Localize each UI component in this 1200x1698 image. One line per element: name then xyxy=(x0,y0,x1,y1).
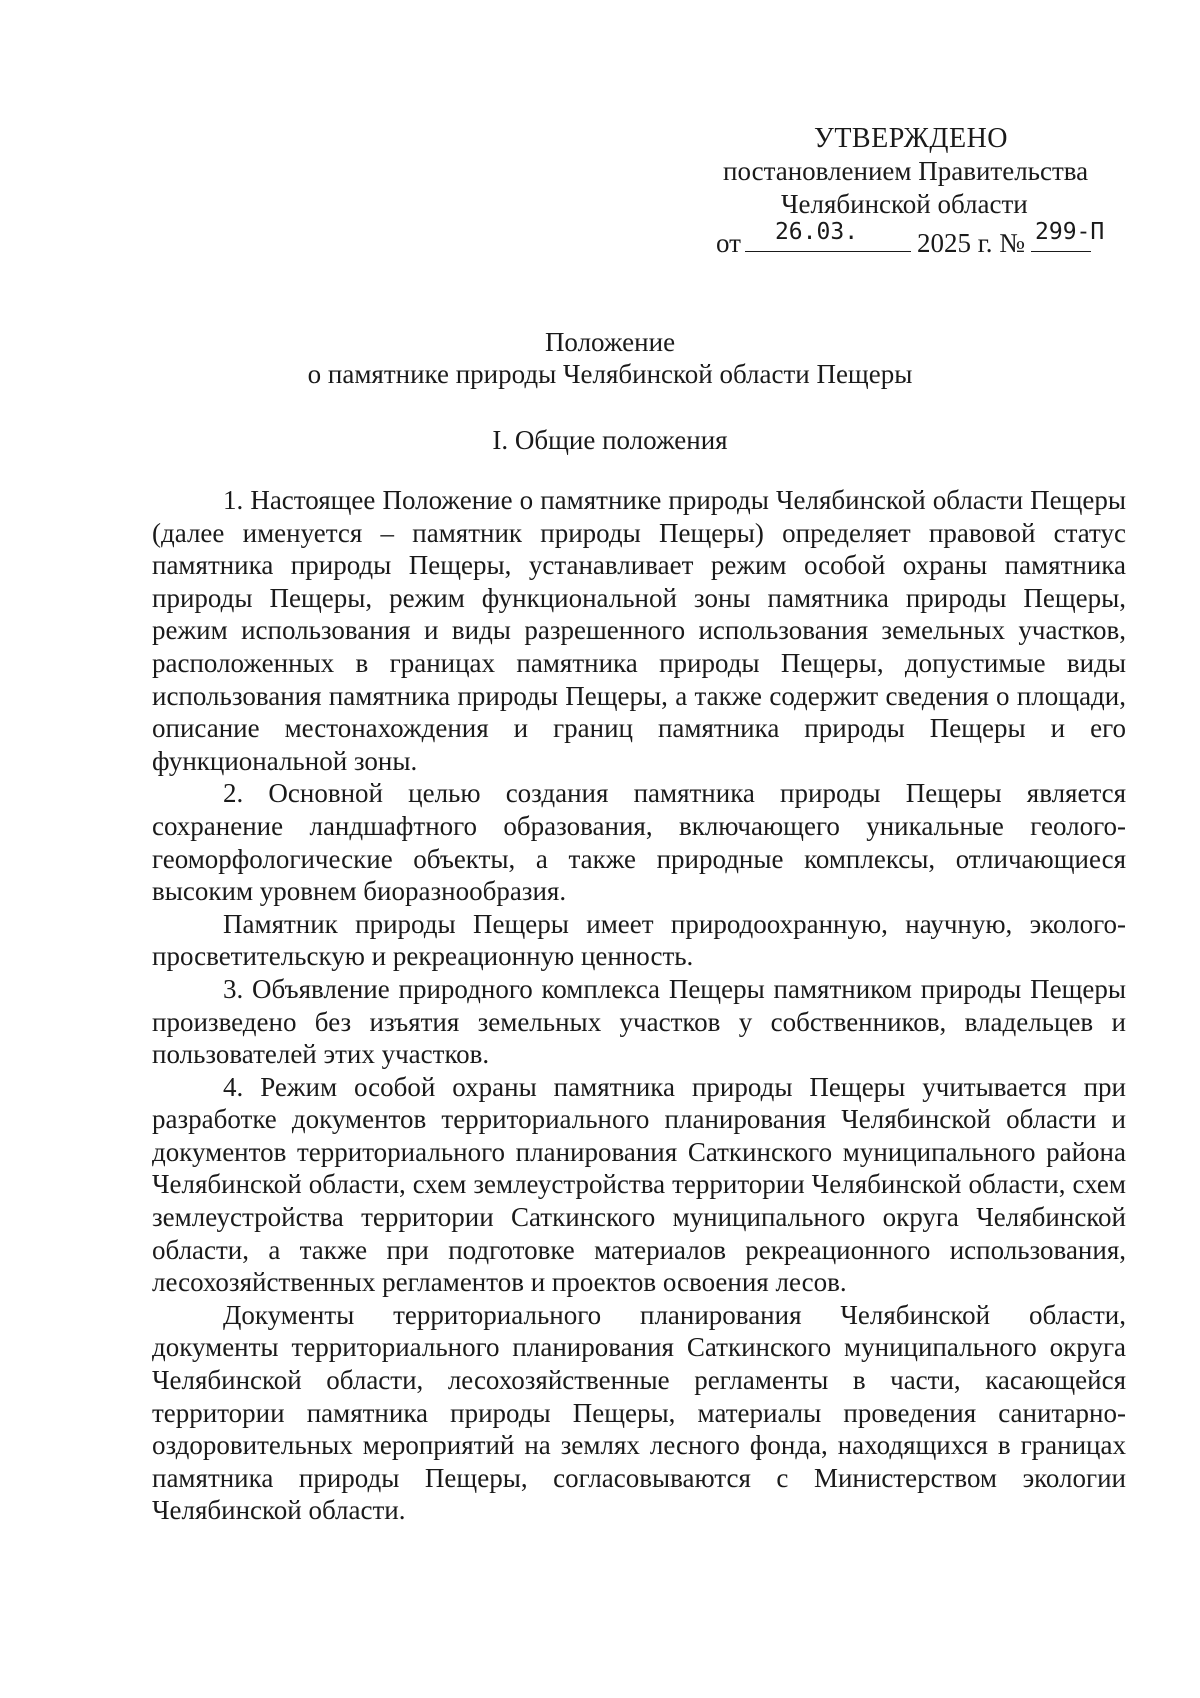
paragraph-3: 3. Объявление природного комплекса Пещеры памятником природы Пещеры произведено без изъятия земельных участков у собственников, владельцев и пользователей этих участков. xyxy=(152,973,1126,1070)
approval-title: УТВЕРЖДЕНО xyxy=(814,123,1009,154)
approval-region-line: Челябинской области xyxy=(781,189,1028,219)
approval-block xyxy=(716,122,1140,258)
paragraph-2: 2. Основной целью создания памятника природы Пещеры является сохранение ландшафтного образования, включающего уникальные геолого-геоморфологические объекты, а также природные комплексы, отличающиеся высоким уровнем биоразнообразия. xyxy=(152,778,1126,907)
paragraph-2-continued: Памятник природы Пещеры имеет природоохранную, научную, эколого-просветительскую и рекреационную ценность. xyxy=(152,908,1126,972)
approval-year-label: 2025 г. № xyxy=(916,228,1025,258)
approval-from-label: от xyxy=(716,228,741,258)
paragraph-4: 4. Режим особой охраны памятника природы Пещеры учитывается при разработке документов территориального планирования Челябинской области и документов территориального планирования Саткинского муниципального района Челябинской области, схем землеустройства территории Челябинской области, схем землеустройства территории Саткинского муниципального округа Челябинской области, а также при подготовке материалов рекреационного использования, лесохозяйственных регламентов и проектов освоения лесов. xyxy=(152,1071,1126,1298)
paragraph-4-continued: Документы территориального планирования Челябинской области, документы территориального планирования Саткинского муниципального округа Челябинской области, лесохозяйственные регламенты в части, касающейся территории памятника природы Пещеры, материалы проведения санитарно-оздоровительных мероприятий на землях лесного фонда, находящихся в границах памятника природы Пещеры, согласовываются с Министерством экологии Челябинской области. xyxy=(152,1299,1126,1526)
document-title xyxy=(150,326,1070,390)
approval-date-blank xyxy=(745,219,911,252)
document-title-line-1: Положение xyxy=(544,327,676,357)
document-title-line-2: о памятнике природы Челябинской области Пещеры xyxy=(307,359,913,389)
paragraph-1: 1. Настоящее Положение о памятнике природы Челябинской области Пещеры (далее именуется – памятник природы Пещеры) определяет правовой статус памятника природы Пещеры, устанавливает режим особой охраны памятника природы Пещеры, режим функциональной зоны памятника природы Пещеры, режим использования и виды разрешенного использования земельных участков, расположенных в границах памятника природы Пещеры, допустимые виды использования памятника природы Пещеры, а также содержит сведения о площади, описание местонахождения и границ памятника природы Пещеры и его функциональной зоны. xyxy=(152,485,1126,776)
section-heading: I. Общие положения xyxy=(492,425,728,455)
approval-number-value: 299-П xyxy=(1035,219,1105,245)
approval-number-blank xyxy=(1031,219,1105,252)
approval-date-value: 26.03. xyxy=(774,219,859,245)
approval-date-number-line xyxy=(716,219,1140,260)
approval-issuer-line: постановлением Правительства xyxy=(723,156,1089,186)
document-body xyxy=(152,484,1126,1527)
